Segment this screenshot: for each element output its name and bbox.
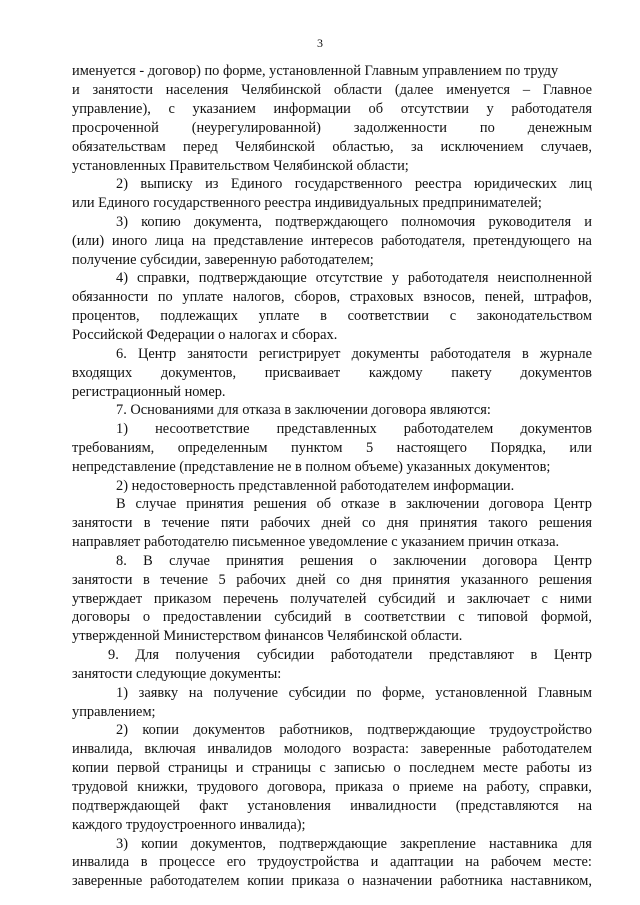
word: пакету <box>451 365 492 381</box>
word: со <box>336 572 350 588</box>
word: в <box>344 609 352 625</box>
word: копии <box>142 722 179 738</box>
word: подтверждающей <box>72 798 180 814</box>
word: иного <box>111 233 148 249</box>
word: налогов, <box>232 289 285 305</box>
word: на <box>191 233 206 249</box>
word: принятия <box>226 553 284 569</box>
word: пяти <box>220 515 250 531</box>
text-line: непредставление (представление не в полном объеме) указанных документов; <box>72 459 551 475</box>
word: работника <box>440 873 503 889</box>
text-line: направляет работодателю письменное уведомление с указанием причин отказа. <box>72 534 560 550</box>
word: входящих <box>72 365 133 381</box>
word: заявку <box>138 685 179 701</box>
word: на <box>188 685 203 701</box>
text-line: занятости следующие документы: <box>72 666 282 682</box>
word: о <box>347 873 355 889</box>
word: полномочия <box>401 214 476 230</box>
text-line: установленных Правительством Челябинской области; <box>72 158 409 174</box>
word: о <box>392 779 400 795</box>
word: Единого <box>230 176 283 192</box>
word: отказе <box>340 496 380 512</box>
word: 9. <box>108 647 119 663</box>
word: инвалидности <box>350 798 437 814</box>
word: взносов, <box>423 289 476 305</box>
word: журнале <box>539 346 592 362</box>
word: из <box>205 176 219 192</box>
word: со <box>361 515 376 531</box>
word: наставника <box>489 836 558 852</box>
word: Центр <box>553 496 592 512</box>
text-line <box>72 81 592 100</box>
word: из <box>578 760 592 776</box>
word: именуется <box>446 82 511 98</box>
word: Главным <box>537 685 592 701</box>
word: в <box>140 854 148 870</box>
text-line: или Единого государственного реестра индивидуальных предпринимателей; <box>72 195 542 211</box>
word: подтверждающие <box>198 270 307 286</box>
word: страницы <box>168 760 228 776</box>
word: 8. <box>116 553 127 569</box>
text-line: регистрационный номер. <box>72 384 226 400</box>
word: соответствии <box>347 308 429 324</box>
word: страницы <box>251 760 312 776</box>
word: требованиям, <box>72 440 155 456</box>
word: дней <box>296 572 326 588</box>
word: соответствии <box>364 609 446 625</box>
word: на <box>462 779 478 795</box>
word: за <box>411 139 424 155</box>
word: трудового <box>197 779 259 795</box>
text-line <box>116 835 592 854</box>
word: о <box>142 609 151 625</box>
word: инвалида, <box>72 741 133 757</box>
word: (или) <box>72 233 105 249</box>
word: документов, <box>190 836 266 852</box>
word: установленной <box>435 685 528 701</box>
text-line <box>72 100 592 119</box>
word: субсидий <box>274 609 332 625</box>
word: работодателя <box>430 346 511 362</box>
word: представляют <box>429 647 514 663</box>
word: предоставлении <box>162 609 262 625</box>
word: Челябинской <box>235 139 315 155</box>
word: процессе <box>159 854 216 870</box>
word: работодателя, <box>381 233 466 249</box>
word: населения <box>165 82 229 98</box>
word: принятия <box>392 572 451 588</box>
word: управление), <box>72 101 151 117</box>
word: в <box>530 647 538 663</box>
word: и <box>370 854 379 870</box>
word: наставником, <box>510 873 592 889</box>
word: представление <box>213 233 304 249</box>
word: получателей <box>290 591 367 607</box>
word: документов <box>193 722 265 738</box>
word: решения <box>538 572 592 588</box>
text-line: получение субсидии, заверенную работодателем; <box>72 252 374 268</box>
word: отсутствие <box>315 270 383 286</box>
word: заверенные <box>420 741 491 757</box>
word: и <box>72 82 80 98</box>
word: об <box>368 101 384 117</box>
word: каждому <box>368 365 423 381</box>
word: трудоустройства <box>257 854 359 870</box>
text-line <box>72 119 592 138</box>
word: перед <box>183 139 218 155</box>
word: уплате <box>258 308 300 324</box>
word: денежным <box>527 120 592 136</box>
word: реестра <box>414 176 462 192</box>
word: настоящего <box>396 440 467 456</box>
word: присваивает <box>264 365 341 381</box>
word: подтверждающего <box>275 214 389 230</box>
word: и <box>447 591 456 607</box>
word: сборов, <box>294 289 341 305</box>
word: с <box>458 609 465 625</box>
word: ними <box>559 591 592 607</box>
word: занятости <box>72 572 133 588</box>
word: справки, <box>137 270 190 286</box>
word: книжки, <box>137 779 188 795</box>
text-line: Российской Федерации о налогах и сборах. <box>72 327 338 343</box>
word: первой <box>116 760 160 776</box>
text-line: утвержденной Министерством финансов Челябинской области. <box>72 628 463 644</box>
word: 3) <box>116 214 128 230</box>
text-line <box>116 213 592 232</box>
word: в <box>320 308 327 324</box>
word: инвалидов <box>207 741 273 757</box>
word: дня <box>360 572 383 588</box>
text-line <box>72 853 592 872</box>
word: документов, <box>160 365 237 381</box>
text-line <box>72 439 592 458</box>
text-line <box>72 590 592 609</box>
word: получение <box>213 685 278 701</box>
word: на <box>577 798 592 814</box>
word: заключает <box>466 591 530 607</box>
word: 2) <box>116 722 128 738</box>
word: подтверждающие <box>367 722 476 738</box>
word: просроченной <box>72 120 159 136</box>
word: подлежащих <box>160 308 238 324</box>
word: областью, <box>332 139 394 155</box>
word: по <box>157 289 173 305</box>
word: заключении <box>393 553 467 569</box>
word: и <box>584 214 592 230</box>
word: обязательствам <box>72 139 166 155</box>
word: 6. <box>116 346 127 362</box>
text-line <box>72 872 592 891</box>
word: о <box>369 553 377 569</box>
text-line <box>116 552 592 571</box>
word: документа, <box>193 214 262 230</box>
word: 1) <box>116 421 128 437</box>
word: документов <box>520 421 592 437</box>
word: копии <box>72 760 109 776</box>
word: месте <box>482 760 518 776</box>
text-line <box>72 514 592 533</box>
word: у <box>486 101 494 117</box>
word: включая <box>144 741 196 757</box>
word: об <box>316 496 332 512</box>
word: (представляются <box>455 798 559 814</box>
word: копию <box>141 214 181 230</box>
word: последнем <box>409 760 475 776</box>
word: случаев, <box>540 139 592 155</box>
word: договоры <box>72 609 131 625</box>
word: заключении <box>406 496 480 512</box>
word: регистрирует <box>258 346 341 362</box>
word: договора, <box>267 779 326 795</box>
word: приказа <box>291 873 340 889</box>
word: (неурегулированной) <box>191 120 321 136</box>
word: документы <box>351 346 420 362</box>
word: указанием <box>192 101 256 117</box>
word: субсидии <box>256 647 315 663</box>
word: трудовой <box>72 779 128 795</box>
text-line <box>108 646 592 665</box>
word: документов <box>520 365 592 381</box>
word: выписку <box>140 176 193 192</box>
word: с <box>319 760 326 776</box>
word: 1) <box>116 685 128 701</box>
page-number: 3 <box>317 36 323 50</box>
word: случае <box>135 496 177 512</box>
word: в <box>142 572 150 588</box>
word: области <box>333 82 383 98</box>
text-line <box>72 797 592 816</box>
word: установления <box>247 798 331 814</box>
word: трудоустройство <box>489 722 592 738</box>
word: уплате <box>182 289 224 305</box>
word: решения <box>300 553 354 569</box>
word: Челябинской <box>241 82 322 98</box>
word: пеней, <box>484 289 525 305</box>
word: Порядка, <box>490 440 546 456</box>
word: работодатели <box>330 647 413 663</box>
word: пунктом <box>290 440 343 456</box>
word: адаптации <box>389 854 454 870</box>
word: месте: <box>552 854 592 870</box>
word: молодого <box>283 741 342 757</box>
word: по <box>356 685 372 701</box>
word: работодателя <box>407 270 489 286</box>
word: Центр <box>553 647 592 663</box>
text-line <box>116 175 592 194</box>
word: законодательством <box>476 308 592 324</box>
text-line: именуется - договор) по форме, установленной Главным управлением по труду <box>72 63 559 79</box>
word: течение <box>161 515 210 531</box>
word: для <box>570 836 592 852</box>
word: рабочем <box>490 854 542 870</box>
word: возраста: <box>352 741 410 757</box>
word: принятия <box>419 515 478 531</box>
text-line <box>72 138 592 157</box>
word: работодателя <box>511 101 592 117</box>
word: 3) <box>116 836 128 852</box>
word: принятия <box>186 496 244 512</box>
word: руководителя <box>488 214 572 230</box>
text-line <box>72 571 592 590</box>
word: справки, <box>539 779 592 795</box>
word: указанного <box>460 572 529 588</box>
text-line <box>116 684 592 703</box>
word: у <box>391 270 399 286</box>
text-line <box>116 420 592 439</box>
word: занятости <box>92 82 153 98</box>
text-line <box>116 269 592 288</box>
word: записью <box>334 760 386 776</box>
text-line <box>116 345 592 364</box>
text-line <box>72 778 592 797</box>
text-line: 7. Основаниями для отказа в заключении договора являются: <box>116 402 491 418</box>
word: В <box>116 496 126 512</box>
word: лица <box>154 233 184 249</box>
text-line <box>72 364 592 383</box>
text-line: каждого трудоустроенного инвалида); <box>72 817 306 833</box>
word: назначении <box>362 873 433 889</box>
word: работу, <box>486 779 530 795</box>
text-line <box>72 307 592 326</box>
word: исключением <box>440 139 524 155</box>
word: случае <box>169 553 210 569</box>
word: перечень <box>223 591 279 607</box>
word: формой, <box>540 609 592 625</box>
word: с <box>168 101 175 117</box>
word: Для <box>135 647 159 663</box>
word: договора <box>482 553 538 569</box>
word: факт <box>199 798 229 814</box>
word: решения <box>253 496 307 512</box>
text-line <box>116 495 592 514</box>
word: с <box>541 591 548 607</box>
word: типовой <box>477 609 528 625</box>
word: и <box>235 760 244 776</box>
word: интересов <box>310 233 374 249</box>
word: обязанности <box>72 289 149 305</box>
word: процентов, <box>72 308 140 324</box>
word: лиц <box>569 176 592 192</box>
word: копии <box>141 836 178 852</box>
word: 2) <box>116 176 128 192</box>
word: занятости <box>187 346 248 362</box>
word: заверенные <box>72 873 143 889</box>
word: определенным <box>177 440 268 456</box>
word: рабочих <box>260 515 311 531</box>
word: по <box>479 120 495 136</box>
word: о <box>393 760 401 776</box>
word: приказа <box>335 779 384 795</box>
word: штрафов, <box>533 289 592 305</box>
word: информации <box>273 101 351 117</box>
word: подтверждающие <box>279 836 388 852</box>
word: инвалида <box>72 854 130 870</box>
text-line <box>72 232 592 251</box>
word: – <box>522 82 531 98</box>
word: государственного <box>294 176 403 192</box>
text-line <box>72 608 592 627</box>
word: дней <box>321 515 351 531</box>
word: работодателем <box>502 741 592 757</box>
word: течение <box>160 572 208 588</box>
word: в <box>389 496 397 512</box>
word: претендующего <box>472 233 571 249</box>
word: решения <box>538 515 592 531</box>
word: отсутствии <box>400 101 469 117</box>
text-line: 2) недостоверность представленной работодателем информации. <box>116 478 515 494</box>
word: страховых <box>349 289 414 305</box>
word: форме, <box>382 685 425 701</box>
word: занятости <box>72 515 133 531</box>
word: закрепление <box>400 836 476 852</box>
word: рабочих <box>236 572 287 588</box>
word: в <box>521 346 529 362</box>
word: на <box>577 233 592 249</box>
word: работодателем <box>403 421 494 437</box>
word: представленных <box>276 421 377 437</box>
word: неисполненной <box>497 270 592 286</box>
word: на <box>465 854 480 870</box>
text-line <box>116 721 592 740</box>
word: работников, <box>279 722 353 738</box>
word: юридических <box>474 176 557 192</box>
word: (далее <box>394 82 434 98</box>
word: несоответствие <box>155 421 250 437</box>
word: субсидий <box>378 591 436 607</box>
word: В <box>143 553 153 569</box>
word: работы <box>526 760 571 776</box>
word: договора <box>489 496 544 512</box>
word: 5 <box>365 440 374 456</box>
text-line <box>72 740 592 759</box>
word: Главное <box>542 82 592 98</box>
word: с <box>449 308 457 324</box>
text-line: управлением; <box>72 704 156 720</box>
text-line <box>72 288 592 307</box>
word: 4) <box>116 270 128 286</box>
text-line <box>72 759 592 778</box>
word: работодателем <box>150 873 240 889</box>
word: дня <box>386 515 409 531</box>
word: в <box>143 515 151 531</box>
word: приеме <box>409 779 454 795</box>
word: Центр <box>553 553 592 569</box>
word: 5 <box>218 572 226 588</box>
word: копии <box>247 873 284 889</box>
word: субсидии <box>288 685 346 701</box>
word: приказом <box>153 591 212 607</box>
word: такого <box>488 515 528 531</box>
word: получения <box>175 647 241 663</box>
word: его <box>226 854 246 870</box>
word: Центр <box>137 346 177 362</box>
word: утверждает <box>72 591 143 607</box>
word: или <box>569 440 592 456</box>
word: задолженности <box>353 120 447 136</box>
